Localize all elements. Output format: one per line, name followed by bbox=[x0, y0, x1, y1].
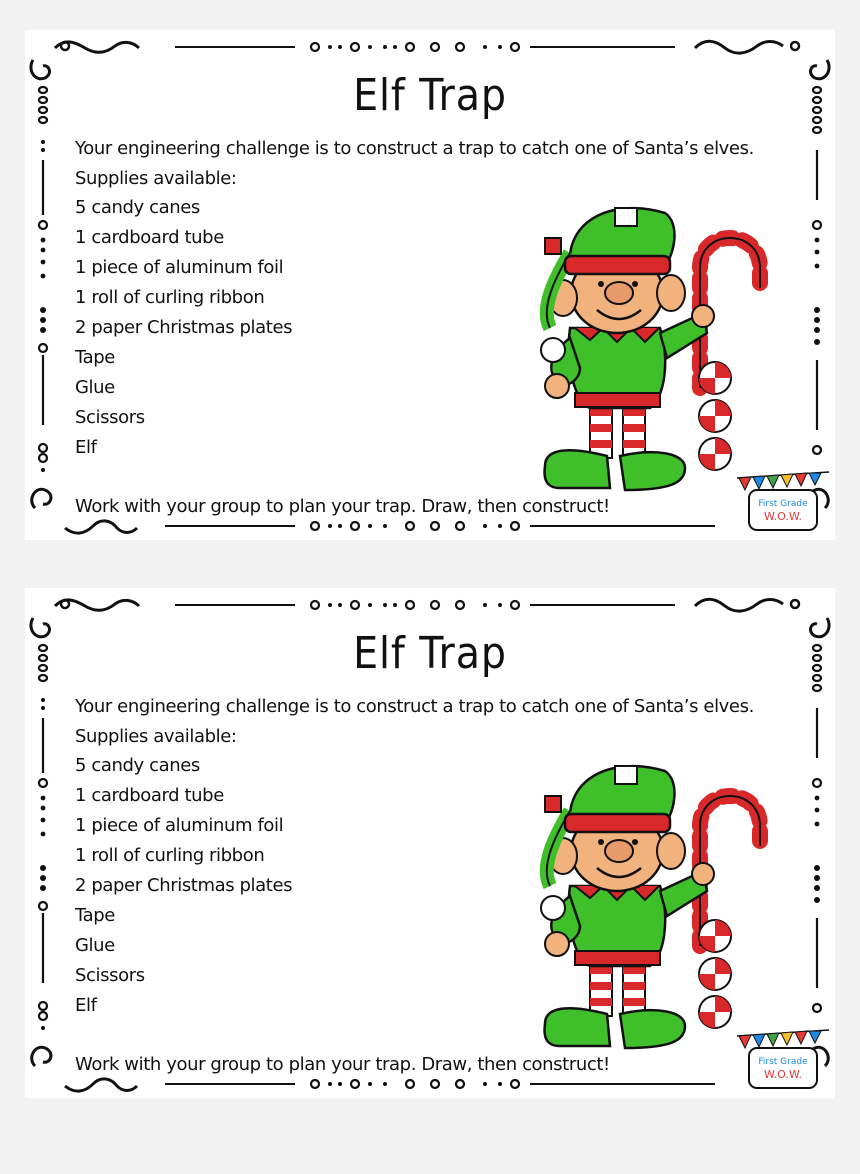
elf-illustration bbox=[535, 198, 785, 498]
list-item: Elf bbox=[75, 995, 97, 1016]
elf-trap-card bbox=[25, 30, 835, 540]
challenge-text: Your engineering challenge is to construct a trap to catch one of Santa’s elves. bbox=[75, 138, 754, 159]
supplies-list bbox=[75, 198, 292, 468]
list-item: 2 paper Christmas plates bbox=[75, 317, 293, 338]
list-item: 5 candy canes bbox=[75, 197, 200, 218]
logo-line1: First Grade bbox=[758, 499, 808, 509]
list-item: Glue bbox=[75, 377, 115, 398]
card-title: Elf Trap bbox=[353, 70, 507, 121]
first-grade-wow-logo bbox=[735, 1028, 831, 1090]
supplies-label: Supplies available: bbox=[75, 726, 237, 747]
list-item: Elf bbox=[75, 437, 97, 458]
elf-trap-card bbox=[25, 588, 835, 1098]
instructions-footer: Work with your group to plan your trap. Draw, then construct! bbox=[75, 1054, 610, 1075]
supplies-label: Supplies available: bbox=[75, 168, 237, 189]
list-item: Scissors bbox=[75, 407, 145, 428]
list-item: 1 cardboard tube bbox=[75, 227, 224, 248]
logo-line2: W.O.W. bbox=[764, 510, 802, 523]
list-item: Glue bbox=[75, 935, 115, 956]
list-item: 1 piece of aluminum foil bbox=[75, 815, 284, 836]
list-item: 1 roll of curling ribbon bbox=[75, 845, 265, 866]
list-item: 1 roll of curling ribbon bbox=[75, 287, 265, 308]
logo-line2: W.O.W. bbox=[764, 1068, 802, 1081]
list-item: 5 candy canes bbox=[75, 755, 200, 776]
instructions-footer: Work with your group to plan your trap. Draw, then construct! bbox=[75, 496, 610, 517]
list-item: 2 paper Christmas plates bbox=[75, 875, 293, 896]
list-item: Scissors bbox=[75, 965, 145, 986]
challenge-text: Your engineering challenge is to construct a trap to catch one of Santa’s elves. bbox=[75, 696, 754, 717]
supplies-list bbox=[75, 756, 292, 1026]
first-grade-wow-logo bbox=[735, 470, 831, 532]
list-item: Tape bbox=[75, 347, 115, 368]
list-item: 1 piece of aluminum foil bbox=[75, 257, 284, 278]
logo-line1: First Grade bbox=[758, 1057, 808, 1067]
elf-illustration bbox=[535, 756, 785, 1056]
list-item: 1 cardboard tube bbox=[75, 785, 224, 806]
list-item: Tape bbox=[75, 905, 115, 926]
card-title: Elf Trap bbox=[353, 628, 507, 679]
